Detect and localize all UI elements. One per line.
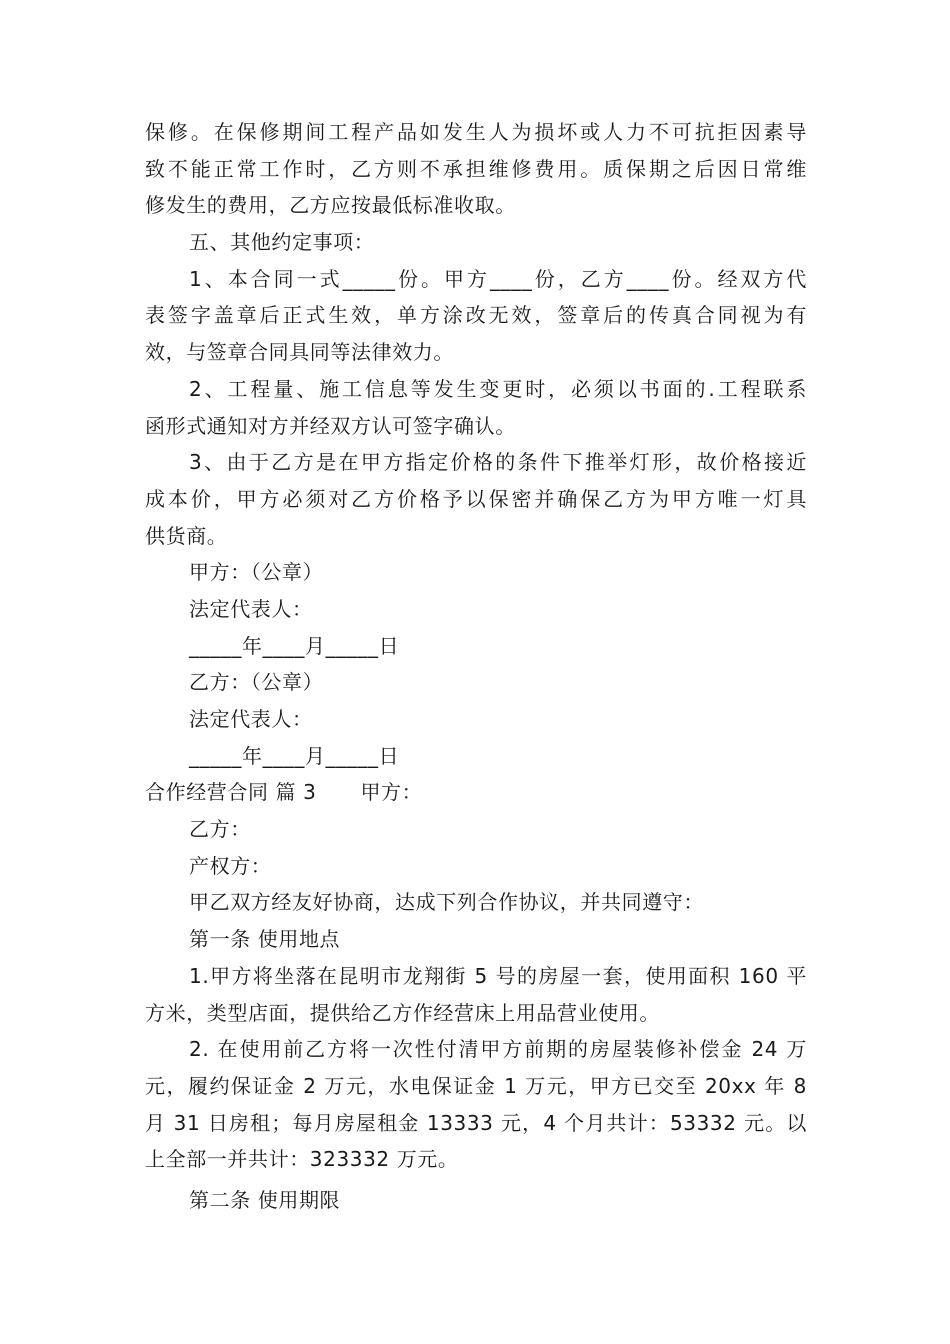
article-heading: 第二条 使用期限: [189, 1187, 341, 1212]
contract-title: 合作经营合同 篇 3: [145, 780, 317, 805]
text-line: 上全部一并共计：323332 万元。: [145, 1147, 459, 1172]
text-line: 甲乙双方经友好协商，达成下列合作协议，并共同遵守：: [189, 890, 704, 915]
text-line: 月 31 日房租；每月房屋租金 13333 元，4 个月共计：53332 元。以: [145, 1110, 807, 1135]
text-line: 效，与签章合同具同等法律效力。: [145, 340, 454, 365]
section-heading: 五、其他约定事项：: [189, 230, 375, 255]
signature-party-a: 甲方：（公章）: [189, 560, 324, 585]
text-line: 致不能正常工作时，乙方则不承担维修费用。质保期之后因日常维: [145, 156, 807, 181]
text-line: 1、本合同一式_____份。甲方____份，乙方____份。经双方代: [189, 266, 807, 291]
contract-title-line: [145, 774, 807, 811]
text-line: 元，履约保证金 2 万元，水电保证金 1 万元，甲方已交至 20xx 年 8: [145, 1073, 807, 1098]
date-line-b: _____年____月_____日: [189, 743, 400, 768]
text-line: 方米，类型店面，提供给乙方作经营床上用品营业使用。: [145, 1000, 660, 1025]
document-page: [145, 114, 807, 1219]
party-b-label: 乙方：: [189, 817, 251, 842]
party-a-label: 甲方：: [360, 780, 423, 805]
text-line: 3、由于乙方是在甲方指定价格的条件下推举灯形，故价格接近: [189, 450, 807, 475]
text-line: 表签字盖章后正式生效，单方涂改无效，签章后的传真合同视为有: [145, 303, 807, 328]
text-line: 函形式通知对方并经双方认可签字确认。: [145, 413, 516, 438]
signature-party-b: 乙方：（公章）: [189, 670, 324, 695]
text-line: 成本价，甲方必须对乙方价格予以保密并确保乙方为甲方唯一灯具: [145, 486, 807, 511]
legal-representative-b: 法定代表人：: [189, 707, 313, 731]
text-line: 2、工程量、施工信息等发生变更时，必须以书面的.工程联系: [189, 376, 807, 401]
date-line-a: _____年____月_____日: [189, 633, 400, 658]
text-line: 修发生的费用，乙方应按最低标准收取。: [145, 193, 516, 218]
article-heading: 第一条 使用地点: [189, 927, 341, 952]
text-line: 1.甲方将坐落在昆明市龙翔街 5 号的房屋一套，使用面积 160 平: [189, 963, 807, 988]
text-line: 供货商。: [145, 523, 228, 548]
property-owner-label: 产权方：: [189, 853, 272, 878]
text-line: 保修。在保修期间工程产品如发生人为损坏或人力不可抗拒因素导: [145, 120, 807, 144]
legal-representative-a: 法定代表人：: [189, 596, 313, 621]
text-line: 2. 在使用前乙方将一次性付清甲方前期的房屋装修补偿金 24 万: [189, 1037, 807, 1062]
